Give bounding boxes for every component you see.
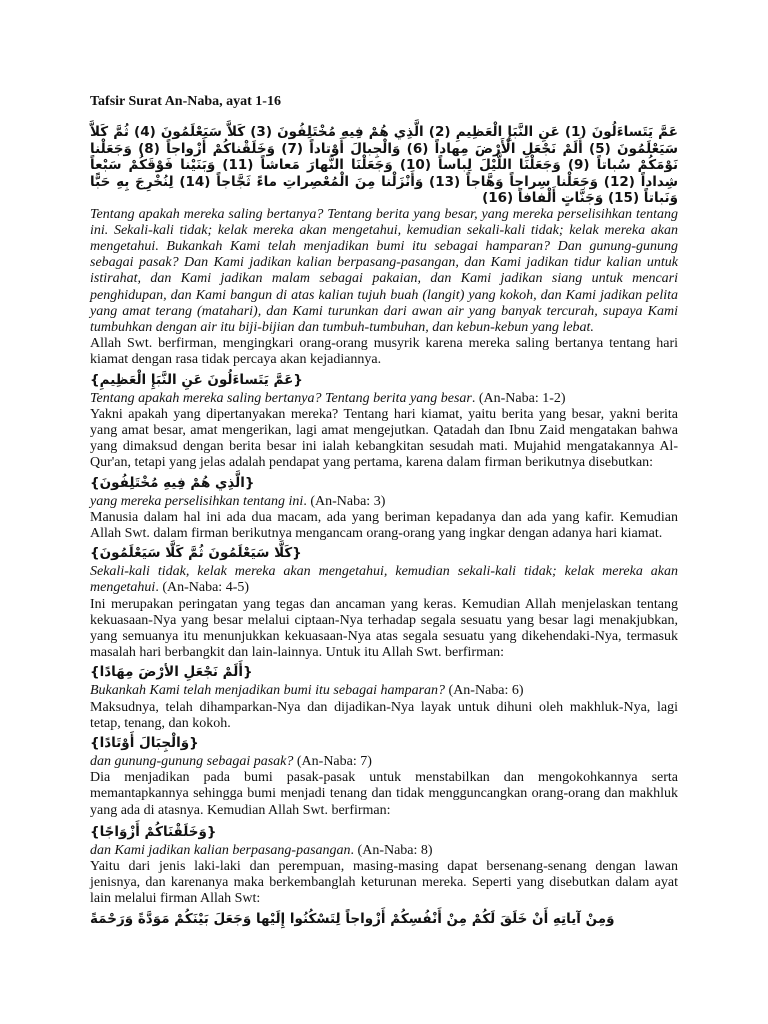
ayah-quote-6: {وَخَلَقْنَاكُمْ أَزْوَاجًا}: [90, 823, 217, 840]
commentary-paragraph-5: Maksudnya, telah dihamparkan-Nya dan dijadikan-Nya layak untuk dihuni oleh makhluk-Nya, lagi tetap, tenang, dan kokoh.: [90, 699, 678, 731]
translation-paragraph: Tentang apakah mereka saling bertanya? Tentang berita yang besar, yang mereka perselisihkan tentang ini. Sekali-kali tidak; kelak mereka akan mengetahui, kemudian sekali-kali tidak; kelak mereka akan mengetahui. Bukankah Kami telah menjadikan bumi itu sebagai hamparan? Dan gunung-gunung sebagai pasak? Dan Kami jadikan kalian berpasang-pasangan, dan Kami jadikan tidur kalian untuk istirahat, dan Kami jadikan malam sebagai pakaian, dan Kami jadikan siang untuk mencari penghidupan, dan Kami bangun di atas kalian tujuh buah (langit) yang kokoh, dan Kami jadikan pelita yang amat terang (matahari), dan Kami turunkan dari awan air yang banyak tercurah, supaya Kami tumbuhkan dengan air itu biji-bijian dan tumbuh-tumbuhan, dan kebun-kebun yang lebat.: [90, 206, 678, 335]
commentary-paragraph-6: Dia menjadikan pada bumi pasak-pasak untuk menstabilkan dan mengokohkannya serta memantapkannya sehingga bumi menjadi tenang dan tidak mengguncangkan orang-orang dan makhluk yang ada di atasnya. Kemudian Allah Swt. berfirman:: [90, 770, 678, 818]
ayah-translation-5: [90, 754, 678, 770]
ayah-translation-4-text: Bukankah Kami telah menjadikan bumi itu sebagai hamparan?: [90, 683, 446, 699]
ayah-translation-3: [90, 564, 678, 596]
ayah-reference-1: . (An-Naba: 1-2): [471, 390, 566, 406]
ayah-translation-3-text: Sekali-kali tidak, kelak mereka akan mengetahui, kemudian sekali-kali tidak; kelak mereka akan mengetahui: [90, 564, 678, 596]
ayah-reference-3: . (An-Naba: 4-5): [155, 580, 250, 596]
ayah-quote-3: {كَلَّا سَيَعْلَمُونَ ثُمَّ كَلَّا سَيَعْلَمُونَ}: [90, 545, 302, 562]
ayah-reference-2: . (An-Naba: 3): [303, 493, 386, 509]
ayah-translation-6: [90, 843, 678, 859]
ayah-translation-1: [90, 391, 678, 407]
document-title: Tafsir Surat An-Naba, ayat 1-16: [90, 94, 281, 109]
ayah-translation-2-text: yang mereka perselisihkan tentang ini: [90, 493, 304, 509]
ayah-quote-4: {أَلَمْ نَجْعَلِ الأرْضَ مِهَادًا}: [90, 664, 253, 681]
ayah-reference-4: (An-Naba: 6): [445, 683, 524, 699]
ayah-translation-1-text: Tentang apakah mereka saling bertanya? Tentang berita yang besar: [90, 390, 472, 406]
ayah-reference-5: (An-Naba: 7): [293, 753, 372, 769]
arabic-verses: عَمَّ يَتَساءَلُونَ (1) عَنِ النَّبَإِ الْعَظِيمِ (2) الَّذِي هُمْ فِيهِ مُخْتَلِفُونَ (3) كَلاَّ سَيَعْلَمُونَ (4) ثُمَّ كَلاَّ سَيَعْلَمُونَ (5) أَلَمْ نَجْعَلِ الْأَرْضَ مِهاداً (6) وَالْجِبالَ أَوْتاداً (7) وَخَلَقْناكُمْ أَزْواجاً (8) وَجَعَلْنا نَوْمَكُمْ سُباتاً (9) وَجَعَلْنَا اللَّيْلَ لِباساً (10) وَجَعَلْنَا النَّهارَ مَعاشاً (11) وَبَنَيْنا فَوْقَكُمْ سَبْعاً شِداداً (12) وَجَعَلْنا سِراجاً وَهَّاجاً (13) وَأَنْزَلْنا مِنَ الْمُعْصِراتِ ماءً ثَجَّاجاً (14) لِنُخْرِجَ بِهِ حَبًّا وَنَباتاً (15) وَجَنَّاتٍ أَلْفافاً (16): [90, 124, 679, 206]
commentary-paragraph-4: Ini merupakan peringatan yang tegas dan ancaman yang keras. Kemudian Allah menjelaskan tentang kekuasaan-Nya yang besar melalui ciptaan-Nya terhadap segala sesuatu yang besar lagi menakjubkan, yang semuanya itu menunjukkan kekuasaan-Nya atas segala sesuatu yang dikehendaki-Nya, termasuk masalah hari berbangkit dan lain-lainnya. Untuk itu Allah Swt. berfirman:: [90, 596, 678, 661]
ayah-translation-6-text: dan Kami jadikan kalian berpasang-pasangan: [90, 842, 351, 858]
ayah-translation-5-text: dan gunung-gunung sebagai pasak?: [90, 753, 294, 769]
ayah-quote-2: {الَّذِي هُمْ فِيهِ مُخْتَلِفُونَ}: [90, 474, 255, 491]
ayah-translation-4: [90, 683, 678, 699]
ayah-reference-6: . (An-Naba: 8): [350, 842, 433, 858]
commentary-paragraph-3: Manusia dalam hal ini ada dua macam, ada yang beriman kepadanya dan ada yang kafir. Kemudian Allah Swt. dalam firman berikutnya mengancam orang-orang yang ingkar dengan adanya hari kiamat.: [90, 509, 678, 541]
commentary-paragraph-2: Yakni apakah yang dipertanyakan mereka? Tentang hari kiamat, yaitu berita yang besar, yakni berita yang amat besar, amat mengerikan, lagi amat mengejutkan. Qatadah dan Ibnu Zaid mengatakan bahwa yang dimaksud dengan berita besar ini ialah kebangkitan sesudah mati. Mujahid mengatakannya Al-Qur'an, tetapi yang jelas adalah pendapat yang pertama, karena dalam firman berikutnya disebutkan:: [90, 406, 678, 471]
commentary-paragraph-1: Allah Swt. berfirman, mengingkari orang-orang musyrik karena mereka saling bertanya tentang hari kiamat dengan rasa tidak percaya akan kejadiannya.: [90, 336, 678, 368]
ayah-quote-7: وَمِنْ آياتِهِ أَنْ خَلَقَ لَكُمْ مِنْ أَنْفُسِكُمْ أَزْواجاً لِتَسْكُنُوا إِلَيْها وَجَعَلَ بَيْنَكُمْ مَوَدَّةً وَرَحْمَةً: [90, 910, 615, 927]
ayah-quote-1: {عَمَّ يَتَساءَلُونَ عَنِ النَّبَإِ الْعَظِيمِ}: [90, 371, 303, 388]
ayah-quote-5: {وَالْجِبَالَ أَوْتَادًا}: [90, 734, 199, 751]
ayah-translation-2: [90, 494, 678, 510]
commentary-paragraph-7: Yaitu dari jenis laki-laki dan perempuan, masing-masing dapat bersenang-senang dengan lawan jenisnya, dan karenanya maka berkembanglah keturunan mereka. Seperti yang disebutkan dalam ayat lain melalui firman Allah Swt:: [90, 859, 678, 907]
